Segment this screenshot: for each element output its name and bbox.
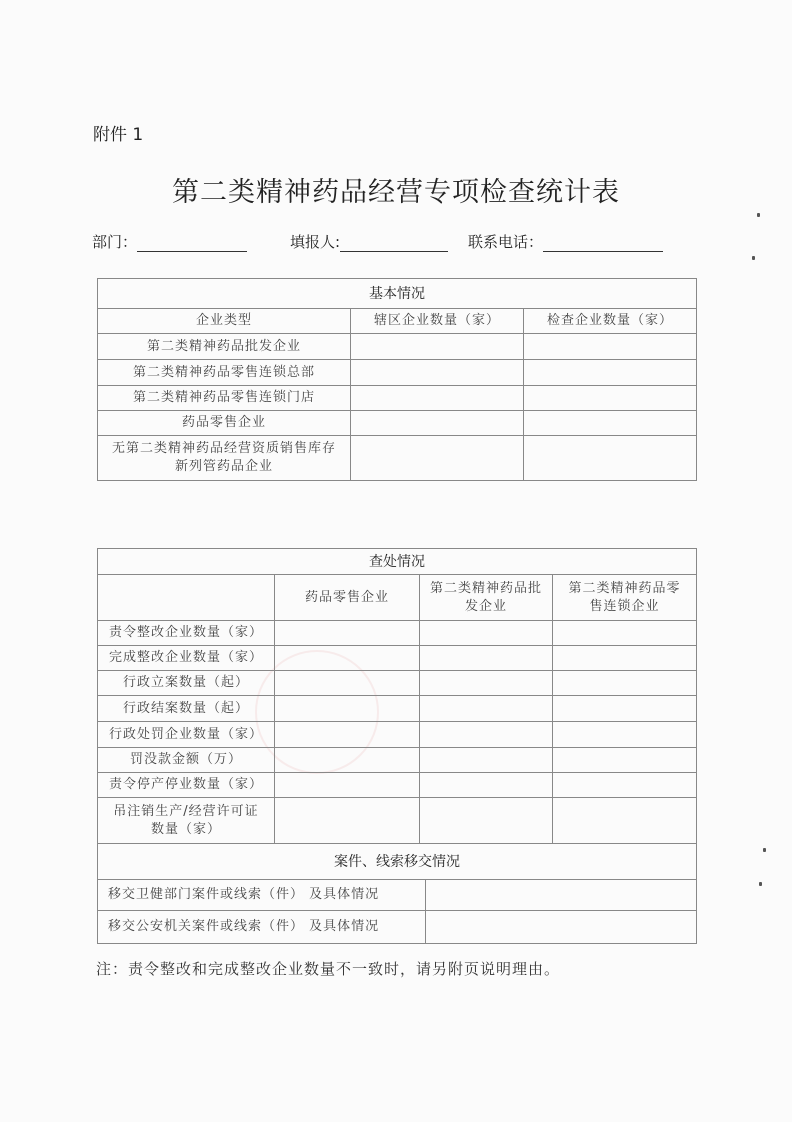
input-cell[interactable]	[420, 798, 553, 844]
scan-speck	[757, 213, 760, 217]
row-label: 第二类精神药品零售连锁门店	[98, 386, 351, 411]
row-label: 完成整改企业数量（家）	[98, 646, 275, 671]
input-cell[interactable]	[553, 748, 697, 773]
column-header: 第二类精神药品批发企业	[420, 575, 553, 621]
column-header: 检查企业数量（家）	[524, 309, 697, 334]
row-label: 移交公安机关案件或线索（件） 及具体情况	[98, 911, 426, 944]
input-cell[interactable]	[426, 880, 697, 911]
input-cell[interactable]	[426, 911, 697, 944]
row-label: 行政结案数量（起）	[98, 696, 275, 722]
input-cell[interactable]	[524, 360, 697, 386]
corner-cell	[98, 575, 275, 621]
input-cell[interactable]	[553, 773, 697, 798]
footnote: 注：责令整改和完成整改企业数量不一致时，请另附页说明理由。	[96, 960, 561, 978]
input-cell[interactable]	[420, 696, 553, 722]
input-cell[interactable]	[524, 334, 697, 360]
input-cell[interactable]	[351, 334, 524, 360]
input-cell[interactable]	[553, 646, 697, 671]
input-cell[interactable]	[420, 773, 553, 798]
input-cell[interactable]	[351, 386, 524, 411]
input-cell[interactable]	[524, 411, 697, 436]
reporter-label: 填报人:	[290, 233, 341, 251]
input-cell[interactable]	[553, 696, 697, 722]
basic-info-table	[97, 278, 697, 481]
input-cell[interactable]	[275, 696, 420, 722]
input-cell[interactable]	[553, 798, 697, 844]
input-cell[interactable]	[275, 773, 420, 798]
department-blank[interactable]	[137, 237, 247, 252]
document-title: 第二类精神药品经营专项检查统计表	[172, 177, 620, 208]
row-label: 责令停产停业数量（家）	[98, 773, 275, 798]
phone-blank[interactable]	[543, 237, 663, 252]
reporter-blank[interactable]	[340, 237, 448, 252]
row-label: 行政处罚企业数量（家）	[98, 722, 275, 748]
input-cell[interactable]	[275, 671, 420, 696]
row-label: 罚没款金额（万）	[98, 748, 275, 773]
input-cell[interactable]	[420, 748, 553, 773]
column-header: 药品零售企业	[275, 575, 420, 621]
input-cell[interactable]	[524, 436, 697, 481]
row-label: 吊注销生产/经营许可证数量（家）	[98, 798, 275, 844]
input-cell[interactable]	[553, 671, 697, 696]
row-label: 无第二类精神药品经营资质销售库存新列管药品企业	[98, 436, 351, 481]
column-header: 企业类型	[98, 309, 351, 334]
input-cell[interactable]	[275, 722, 420, 748]
handling-title: 查处情况	[98, 549, 697, 575]
phone-field[interactable]	[468, 231, 663, 252]
input-cell[interactable]	[420, 722, 553, 748]
input-cell[interactable]	[524, 386, 697, 411]
input-cell[interactable]	[420, 646, 553, 671]
input-cell[interactable]	[553, 621, 697, 646]
input-cell[interactable]	[275, 621, 420, 646]
row-label: 第二类精神药品批发企业	[98, 334, 351, 360]
department-label: 部门：	[92, 233, 138, 251]
transfer-table	[97, 843, 697, 944]
handling-table	[97, 548, 697, 844]
row-label: 责令整改企业数量（家）	[98, 621, 275, 646]
phone-label: 联系电话：	[468, 233, 544, 251]
scan-speck	[752, 256, 755, 260]
transfer-title: 案件、线索移交情况	[98, 844, 697, 880]
input-cell[interactable]	[275, 798, 420, 844]
input-cell[interactable]	[275, 748, 420, 773]
row-label: 药品零售企业	[98, 411, 351, 436]
reporter-field[interactable]	[290, 231, 448, 252]
input-cell[interactable]	[351, 436, 524, 481]
basic-info-title: 基本情况	[98, 279, 697, 309]
department-field[interactable]	[92, 231, 247, 252]
input-cell[interactable]	[420, 671, 553, 696]
row-label: 行政立案数量（起）	[98, 671, 275, 696]
column-header: 辖区企业数量（家）	[351, 309, 524, 334]
attachment-label: 附件 1	[93, 125, 144, 145]
input-cell[interactable]	[351, 411, 524, 436]
input-cell[interactable]	[553, 722, 697, 748]
input-cell[interactable]	[275, 646, 420, 671]
input-cell[interactable]	[351, 360, 524, 386]
column-header: 第二类精神药品零售连锁企业	[553, 575, 697, 621]
row-label: 移交卫健部门案件或线索（件） 及具体情况	[98, 880, 426, 911]
row-label: 第二类精神药品零售连锁总部	[98, 360, 351, 386]
scan-speck	[759, 882, 762, 886]
input-cell[interactable]	[420, 621, 553, 646]
scan-speck	[763, 848, 766, 852]
